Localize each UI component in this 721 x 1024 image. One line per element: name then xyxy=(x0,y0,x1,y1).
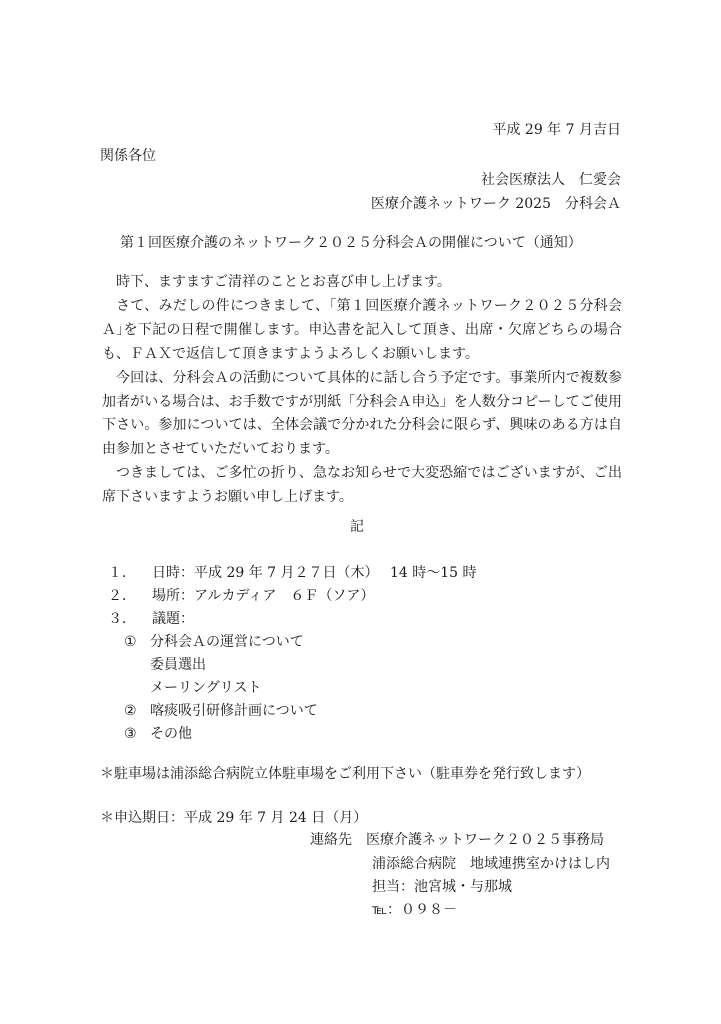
agenda-text: 分科会Ａの運営について xyxy=(150,634,304,650)
body-paragraph-announcement: さて、みだしの件につきまして、｢第１回医療介護ネットワーク２０２５分科会Ａ｣を下記の日程で開催します。申込書を記入して頂き、出席・欠席どちらの場合も、ＦＡＸで返信して頂きますようよろしくお願いします。 xyxy=(102,297,622,362)
item-agenda xyxy=(108,609,194,629)
agenda-marker: ② xyxy=(124,703,137,719)
ki-heading: 記 xyxy=(350,519,364,535)
agenda-sub-item: メーリングリスト xyxy=(150,680,262,696)
sender-organization: 社会医療法人 仁愛会 xyxy=(481,172,621,188)
contact-line: 担当：池宮城・与那城 xyxy=(372,879,512,895)
contact-phone: ℡：０９８－ xyxy=(372,902,458,918)
item-datetime xyxy=(108,563,477,583)
agenda-marker: ① xyxy=(124,634,137,650)
deadline-note: ＊申込期日：平成 29 年 7 月 24 日（月） xyxy=(100,810,368,826)
sender-group: 医療介護ネットワーク 2025 分科会Ａ xyxy=(370,196,621,212)
agenda-text: 喀痰吸引研修計画について xyxy=(150,703,318,719)
item-number: ２． xyxy=(108,588,136,604)
item-number: １． xyxy=(108,565,136,581)
agenda-marker: ③ xyxy=(124,726,137,742)
body-paragraph-details: 今回は、分科会Ａの活動について具体的に話し合う予定です。事業所内で複数参加者がいる場合は、お手数ですが別紙「分科会Ａ申込」を人数分コピーしてご使用下さい。参加については、全体会議で分かれた分科会に限らず、興味のある方は自由参加とさせていただいております。 xyxy=(102,369,622,458)
agenda-sub-item: 委員選出 xyxy=(150,657,206,673)
parking-note: ＊駐車場は浦添総合病院立体駐車場をご利用下さい（駐車券を発行致します） xyxy=(100,766,590,782)
agenda-text: その他 xyxy=(150,726,192,742)
document-title: 第１回医療介護のネットワーク２０２５分科会Ａの開催について（通知） xyxy=(120,235,582,251)
item-text: 場所：アルカディア ６Ｆ（ソア） xyxy=(152,588,375,604)
item-text: 議題： xyxy=(152,611,194,627)
item-number: ３． xyxy=(108,611,136,627)
contact-line: 連絡先 医療介護ネットワーク２０２５事務局 xyxy=(310,832,604,848)
body-text xyxy=(102,271,622,510)
body-paragraph-closing: つきましては、ご多忙の折り、急なお知らせで大変恐縮ではございますが、ご出席下さいますようお願い申し上げます。 xyxy=(102,465,622,506)
agenda-item-3 xyxy=(124,724,192,744)
body-paragraph-greeting: 時下、ますますご清祥のこととお喜び申し上げます。 xyxy=(116,274,451,290)
item-text: 日時：平成 29 年 7 月２７日（木） 14 時～15 時 xyxy=(152,565,477,581)
item-venue xyxy=(108,586,374,606)
document-date: 平成 29 年 7 月吉日 xyxy=(492,122,621,138)
contact-line: 浦添総合病院 地域連携室かけはし内 xyxy=(372,856,610,872)
agenda-item-2 xyxy=(124,701,318,721)
addressee: 関係各位 xyxy=(100,148,156,164)
agenda-item-1 xyxy=(124,632,304,652)
